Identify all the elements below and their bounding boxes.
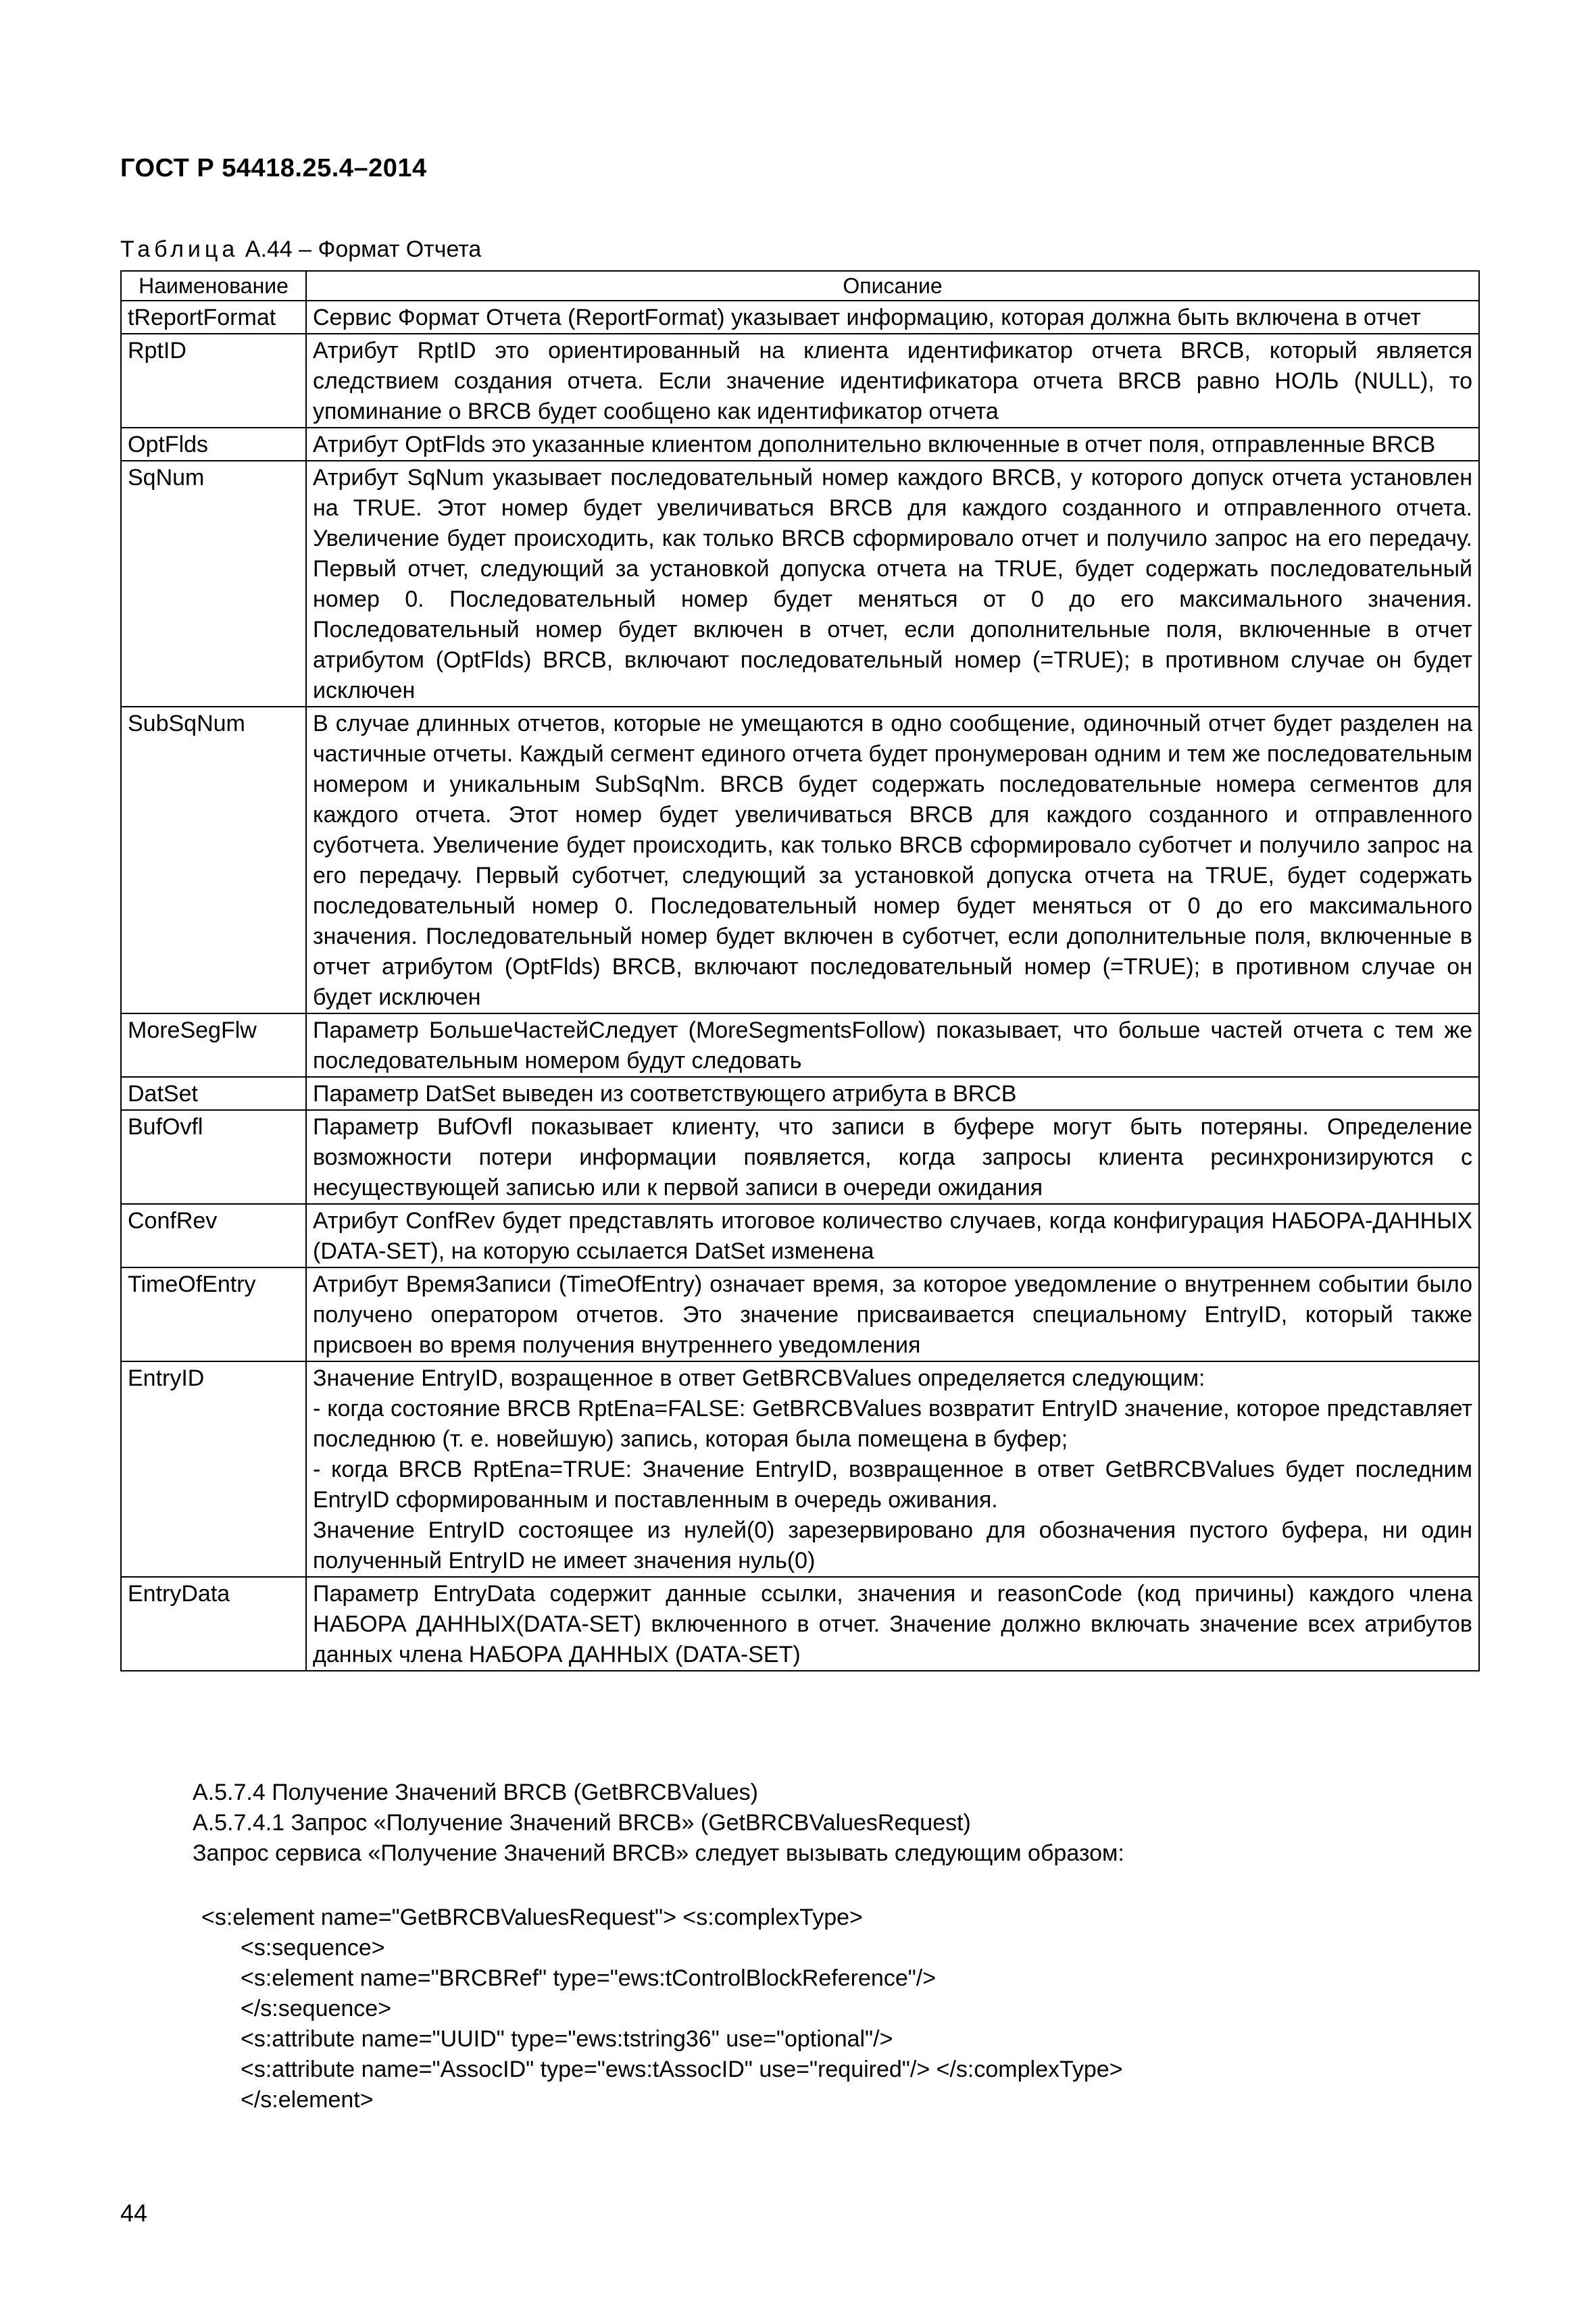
code-line: <s:element name="BRCBRef" type="ews:tControlBlockReference"/> (241, 1965, 937, 1991)
row-description (306, 1077, 1479, 1110)
table-row (121, 1013, 1479, 1077)
description-line: - когда BRCB RptEna=TRUE: Значение EntryID, возвращенное в ответ GetBRCBValues будет последним EntryID сформированным и поставленным в очередь оживания. (313, 1457, 1472, 1513)
table-row (121, 428, 1479, 461)
description-line: Атрибут ConfRev будет представлять итоговое количество случаев, когда конфигурация НАБОРА-ДАННЫХ (DATA-SET), на которую ссылается DatSet изменена (313, 1208, 1472, 1264)
section-text (193, 1778, 1124, 1869)
row-name: ConfRev (121, 1204, 306, 1267)
row-name: EntryID (121, 1361, 306, 1577)
row-description (306, 1361, 1479, 1577)
row-name: DatSet (121, 1077, 306, 1110)
row-description (306, 1577, 1479, 1671)
row-name: OptFlds (121, 428, 306, 461)
table-caption (120, 236, 481, 263)
code-line: <s:attribute name="AssocID" type="ews:tAssocID" use="required"/> </s:complexType> (241, 2057, 1123, 2082)
row-name: MoreSegFlw (121, 1013, 306, 1077)
table-row (121, 1361, 1479, 1577)
row-name: RptID (121, 334, 306, 428)
description-line: Атрибут SqNum указывает последовательный номер каждого BRCB, у которого допуск отчета установлен на TRUE. Этот номер будет увеличиваться BRCB для каждого созданного и отправленного отчета. Увеличение будет происходить, как только BRCB сформировало отчет и получило запрос на его передачу. Первый отчет, следующий за установкой допуска отчета на TRUE, будет содержать последовательный номер 0. Последовательный номер будет меняться от 0 до его максимального значения. Последовательный номер будет включен в отчет, если дополнительные поля, включенные в отчет атрибутом (OptFlds) BRCB, включают последовательный номер (=TRUE); в противном случае он будет исключен (313, 465, 1472, 703)
description-line: В случае длинных отчетов, которые не умещаются в одно сообщение, одиночный отчет будет разделен на частичные отчеты. Каждый сегмент единого отчета будет пронумерован одним и тем же последовательным номером и уникальным SubSqNm. BRCB будет содержать последовательные номера сегментов для каждого отчета. Этот номер будет увеличиваться BRCB для каждого созданного и отправленного суботчета. Увеличение будет происходить, как только BRCB сформировало суботчет и получило запрос на его передачу. Первый суботчет, следующий за установкой допуска отчета на TRUE, будет содержать последовательный номер 0. Последовательный номер будет меняться от 0 до его максимального значения. Последовательный номер будет включен в суботчет, если дополнительные поля, включенные в отчет атрибутом (OptFlds) BRCB, включают последовательный номер (=TRUE); в противном случае он будет исключен (313, 711, 1472, 1010)
description-line: Сервис Формат Отчета (ReportFormat) указывает информацию, которая должна быть включена в отчет (313, 305, 1421, 330)
table-row (121, 1077, 1479, 1110)
row-description (306, 334, 1479, 428)
report-format-table (120, 270, 1480, 1671)
table-caption-title: А.44 – Формат Отчета (245, 236, 482, 262)
document-header: ГОСТ Р 54418.25.4–2014 (120, 154, 427, 182)
table-caption-word: Таблица (120, 236, 239, 262)
description-line: Параметр БольшеЧастейСледует (MoreSegmentsFollow) показывает, что больше частей отчета с тем же последовательным номером будут следовать (313, 1017, 1472, 1074)
row-description (306, 1267, 1479, 1361)
description-line: Атрибут RptID это ориентированный на клиента идентификатор отчета BRCB, который является следствием создания отчета. Если значение идентификатора отчета BRCB равно НОЛЬ (NULL), то упоминание о BRCB будет сообщено как идентификатор отчета (313, 338, 1472, 424)
code-line: <s:sequence> (241, 1935, 385, 1961)
row-description (306, 1204, 1479, 1267)
code-line: <s:element name="GetBRCBValuesRequest"> <s:complexType> (201, 1905, 863, 1930)
description-line: Значение EntryID состоящее из нулей(0) зарезервировано для обозначения пустого буфера, ни один полученный EntryID не имеет значения нуль(0) (313, 1517, 1472, 1574)
description-line: Параметр EntryData содержит данные ссылки, значения и reasonCode (код причины) каждого члена НАБОРА ДАННЫХ(DATA-SET) включенного в отчет. Значение должно включать значение всех атрибутов данных члена НАБОРА ДАННЫХ (DATA-SET) (313, 1581, 1472, 1667)
table-row (121, 301, 1479, 334)
header-description: Описание (306, 271, 1479, 301)
row-name: SqNum (121, 461, 306, 707)
table-row (121, 1577, 1479, 1671)
code-line: </s:sequence> (241, 1996, 392, 2021)
row-description (306, 428, 1479, 461)
page-number: 44 (120, 2199, 148, 2227)
description-line: Параметр DatSet выведен из соответствующего атрибута в BRCB (313, 1081, 1017, 1107)
subsection-heading: А.5.7.4.1 Запрос «Получение Значений BRCB» (GetBRCBValuesRequest) (193, 1810, 971, 1836)
row-description (306, 707, 1479, 1013)
table-row (121, 1267, 1479, 1361)
row-description (306, 301, 1479, 334)
description-line: Параметр BufOvfl показывает клиенту, что записи в буфере могут быть потеряны. Определение возможности потери информации появляется, когда запросы клиента ресинхронизируются с несуществующей записью или к первой записи в очереди ожидания (313, 1114, 1472, 1201)
table-row (121, 1110, 1479, 1204)
row-name: EntryData (121, 1577, 306, 1671)
row-name: BufOvfl (121, 1110, 306, 1204)
row-description (306, 1110, 1479, 1204)
code-line: </s:element> (241, 2087, 374, 2113)
code-block (201, 1903, 1123, 2115)
table-row (121, 1204, 1479, 1267)
row-description (306, 1013, 1479, 1077)
row-description (306, 461, 1479, 707)
table-row (121, 334, 1479, 428)
table-row (121, 461, 1479, 707)
description-line: - когда состояние BRCB RptEna=FALSE: GetBRCBValues возвратит EntryID значение, которое представляет последнюю (т. е. новейшую) запись, которая была помещена в буфер; (313, 1396, 1472, 1452)
description-line: Значение EntryID, возращенное в ответ GetBRCBValues определяется следующим: (313, 1365, 1205, 1391)
section-heading: А.5.7.4 Получение Значений BRCB (GetBRCBValues) (193, 1780, 758, 1805)
table-header-row (121, 271, 1479, 301)
section-paragraph: Запрос сервиса «Получение Значений BRCB» следует вызывать следующим образом: (193, 1840, 1124, 1866)
code-line: <s:attribute name="UUID" type="ews:tstring36" use="optional"/> (241, 2026, 893, 2052)
table-row (121, 707, 1479, 1013)
row-name: tReportFormat (121, 301, 306, 334)
header-name: Наименование (121, 271, 306, 301)
description-line: Атрибут ВремяЗаписи (TimeOfEntry) означает время, за которое уведомление о внутреннем событии было получено оператором отчетов. Это значение присваивается специальному EntryID, который также присвоен во время получения внутреннего уведомления (313, 1272, 1472, 1358)
row-name: TimeOfEntry (121, 1267, 306, 1361)
description-line: Атрибут OptFlds это указанные клиентом дополнительно включенные в отчет поля, отправленные BRCB (313, 432, 1436, 457)
table-body (121, 301, 1479, 1671)
row-name: SubSqNum (121, 707, 306, 1013)
